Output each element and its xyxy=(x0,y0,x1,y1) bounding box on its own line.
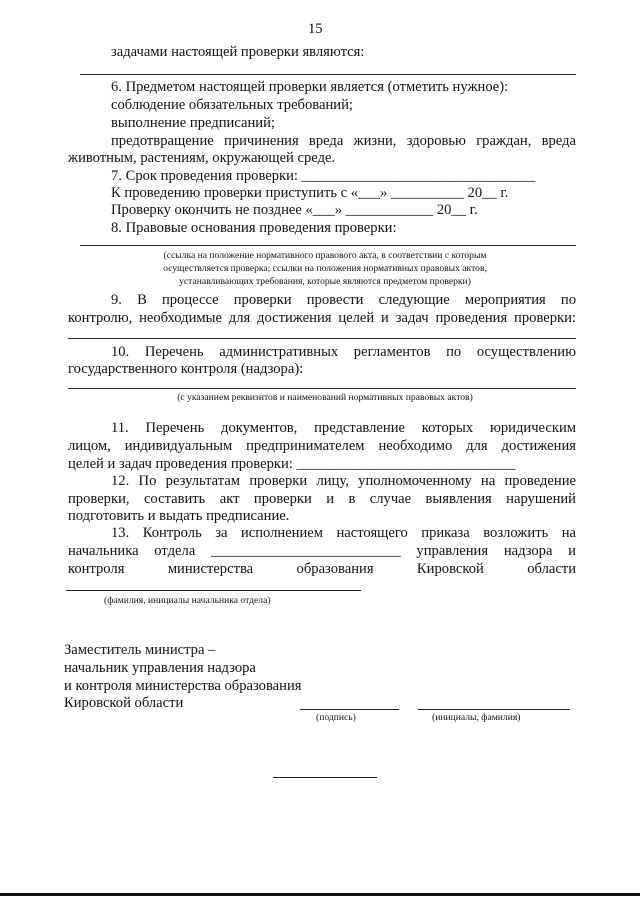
text-line: контролю, необходимые для достижения целей и задач проведения проверки: xyxy=(68,310,576,326)
signature-line xyxy=(300,709,399,710)
text-line: лицом, индивидуальным предпринимателем необходимо для достижения xyxy=(68,438,576,454)
text-line: 6. Предметом настоящей проверки является (отметить нужное): xyxy=(111,79,509,95)
page-bottom-rule xyxy=(0,893,640,896)
text-line: 10. Перечень административных регламентов по осуществлению xyxy=(111,344,576,360)
footnote: (фамилия, инициалы начальника отдела) xyxy=(104,595,271,606)
text-line: предотвращение причинения вреда жизни, здоровью граждан, вреда xyxy=(111,133,576,149)
name-line xyxy=(418,709,570,710)
blank-line xyxy=(66,590,361,591)
blank-line xyxy=(80,245,576,246)
text-line: целей и задач проведения проверки: ______________________________ xyxy=(68,456,516,472)
text-line: 13. Контроль за исполнением настоящего приказа возложить на xyxy=(111,525,576,541)
name-caption: (инициалы, фамилия) xyxy=(432,712,521,723)
text-line: 7. Срок проведения проверки: ________________________________ xyxy=(111,168,536,184)
text-line: 11. Перечень документов, представление которых юридическим xyxy=(111,420,576,436)
text-line: выполнение предписаний; xyxy=(111,115,275,131)
text-line: задачами настоящей проверки являются: xyxy=(111,44,365,60)
blank-line xyxy=(68,338,576,339)
footnote: устанавливающих требования, которые являются предметом проверки) xyxy=(179,276,471,287)
blank-line xyxy=(68,388,576,389)
page-number: 15 xyxy=(308,21,323,37)
end-line xyxy=(273,777,377,778)
text-line: животным, растениям, окружающей среде. xyxy=(68,150,336,166)
text-line: соблюдение обязательных требований; xyxy=(111,97,353,113)
text-line: Проверку окончить не позднее «___» ____________ 20__ г. xyxy=(111,202,478,218)
text-line: контроля министерства образования Кировской области xyxy=(68,561,576,577)
signature-title: начальник управления надзора xyxy=(64,660,256,676)
text-line: 8. Правовые основания проведения проверки: xyxy=(111,220,397,236)
signature-title: Заместитель министра – xyxy=(64,642,216,658)
text-line: государственного контроля (надзора): xyxy=(68,361,304,377)
text-line: 12. По результатам проверки лицу, уполномоченному на проведение xyxy=(111,473,576,489)
blank-line xyxy=(80,74,576,75)
text-line: К проведению проверки приступить с «___» __________ 20__ г. xyxy=(111,185,509,201)
signature-title: и контроля министерства образования xyxy=(64,678,302,694)
text-line: 9. В процессе проверки провести следующие мероприятия по xyxy=(111,292,576,308)
text-line: начальника отдела __________________________ управления надзора и xyxy=(68,543,576,559)
text-line: проверки, составить акт проверки и в случае выявления нарушений xyxy=(68,491,576,507)
footnote: (ссылка на положение нормативного правового акта, в соответствии с которым xyxy=(163,250,487,261)
footnote: (с указанием реквизитов и наименований нормативных правовых актов) xyxy=(177,392,473,403)
text-line: подготовить и выдать предписание. xyxy=(68,508,290,524)
footnote: осуществляется проверка; ссылки на положения нормативных правовых актов, xyxy=(163,263,487,274)
signature-caption: (подпись) xyxy=(316,712,356,723)
signature-title: Кировской области xyxy=(64,695,184,711)
